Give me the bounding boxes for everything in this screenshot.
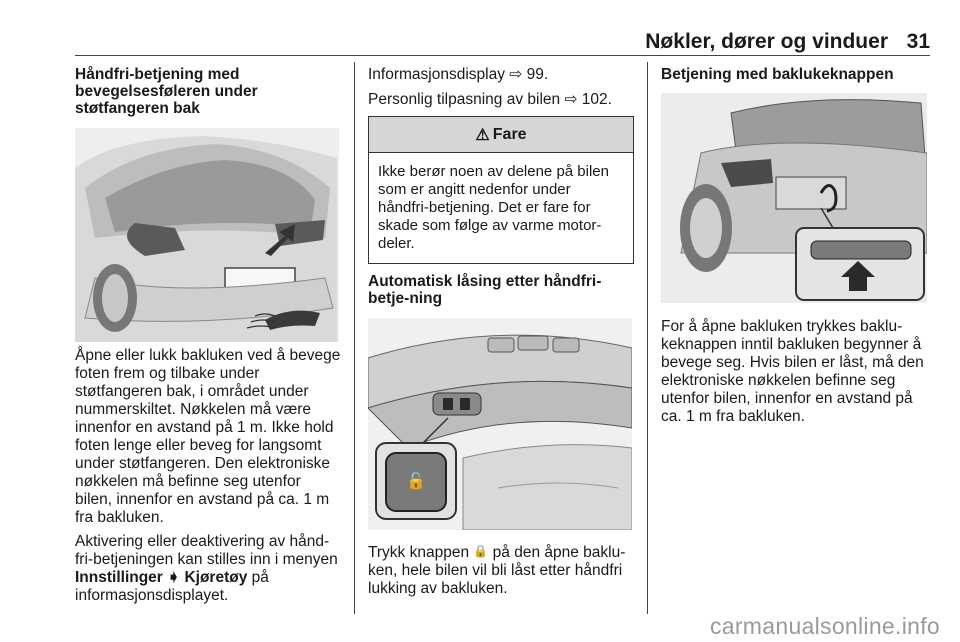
warning-text: Ikke berør noen av delene på bilen som er angitt nedenfor under håndfri-betjening. Det er fare for skade som følge av varme motor-deler. <box>378 163 609 252</box>
menu-arrow-icon: ➧ <box>167 569 181 586</box>
section-heading-tailgate-button: Betjening med baklukeknappen <box>661 66 894 83</box>
column-divider-1 <box>354 62 355 614</box>
paragraph-tailgate-button: For å åpne bakluken trykkes baklu-keknappen inntil bakluken begynner å bevege seg. Hvis bilen er låst, må den elektroniske nøkkelen befinne seg utenfor bilen, innenfor en avstand på ca. 1 m fra bakluken. <box>661 318 924 425</box>
column-2 <box>368 66 634 109</box>
figure-tailgate-lock-button <box>368 318 632 530</box>
auto-locking-text-a: Trykk knappen <box>368 544 474 561</box>
column-2-section <box>368 273 634 307</box>
activation-text-a: Aktivering eller deaktivering av hånd-fri-betjeningen kan stilles inn i menyen <box>75 533 338 568</box>
section-heading-handsfree-sensor: Håndfri-betjening med bevegelsesføleren under støtfangeren bak <box>75 66 258 117</box>
column-2-body <box>368 542 634 598</box>
ref-personalisation-text: Personlig tilpasning av bilen <box>368 91 561 108</box>
column-3-body <box>661 318 927 426</box>
ref-infodisplay-text: Informasjonsdisplay <box>368 66 505 83</box>
chapter-title: Nøkler, dører og vinduer <box>645 30 888 53</box>
page-number: 31 <box>906 30 930 53</box>
figure-car-rear-foot-sensor <box>75 128 339 342</box>
page-ref-arrow-icon: ⇨ <box>564 91 578 108</box>
column-3 <box>661 66 927 83</box>
paragraph-activation <box>75 533 341 605</box>
page-ref-arrow-icon: ⇨ <box>509 66 523 83</box>
paragraph-auto-locking <box>368 542 634 598</box>
activation-text-b: på informasjonsdisplayet. <box>75 569 269 604</box>
column-1-body <box>75 347 341 605</box>
warning-triangle-icon: ⚠ <box>475 126 490 144</box>
warning-header <box>369 117 633 153</box>
ref-personalisation <box>368 91 634 109</box>
auto-locking-text-b: på den åpne baklu-ken, hele bilen vil bli låst etter håndfri lukking av bakluken. <box>368 544 626 597</box>
lock-button-icon: 🔒 <box>473 544 489 558</box>
footer-watermark: carmanualsonline.info <box>709 613 940 639</box>
danger-warning-box <box>368 116 634 264</box>
ref-personalisation-page[interactable]: 102. <box>581 91 612 108</box>
ref-infodisplay-page[interactable]: 99. <box>526 66 549 83</box>
warning-title: Fare <box>492 125 527 143</box>
menu-settings: Innstillinger <box>75 569 163 586</box>
paragraph-foot-sensor: Åpne eller lukk bakluken ved å bevege foten frem og tilbake under støtfangeren bak, i området under nummerskiltet. Nøkkelen må være innenfor en avstand på 1 m. Ikke hold foten lenge eller beveg for langsomt under støtfangeren. Den elektroniske nøkkelen må befinne seg utenfor bilen, innenfor en avstand på ca. 1 m fra bakluken. <box>75 347 341 526</box>
header-divider <box>75 55 930 56</box>
ref-infodisplay <box>368 66 634 84</box>
menu-vehicle: Kjøretøy <box>184 569 248 586</box>
column-1 <box>75 66 341 117</box>
figure-tailgate-button <box>661 93 927 303</box>
column-divider-2 <box>647 62 648 614</box>
svg-text:🔓: 🔓 <box>406 471 426 490</box>
section-heading-auto-locking: Automatisk låsing etter håndfri-betje-ning <box>368 273 602 307</box>
